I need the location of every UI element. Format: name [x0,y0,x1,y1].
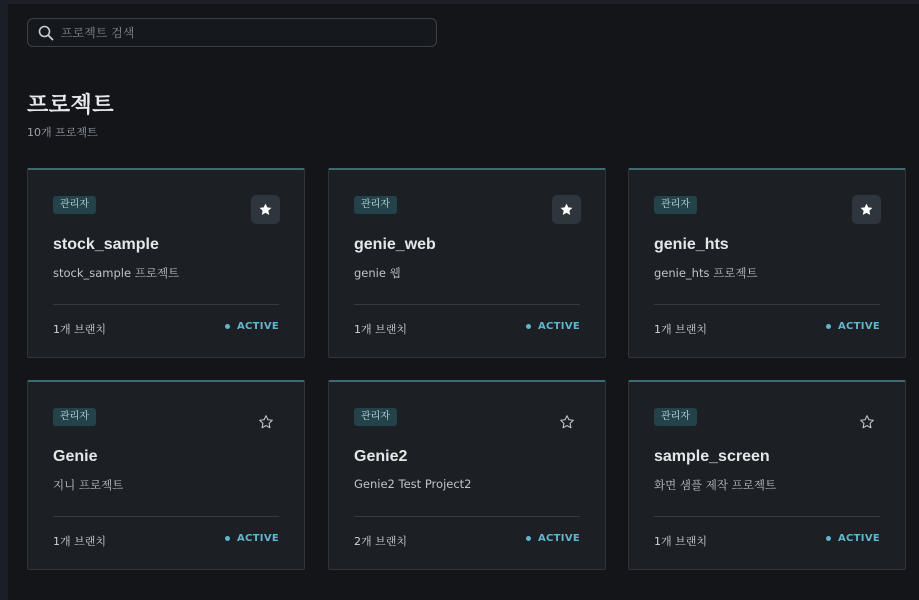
status-badge [225,321,279,332]
project-name[interactable]: stock_sample [53,236,159,253]
role-badge: 관리자 [53,408,96,426]
status-label: ACTIVE [538,533,580,544]
project-card[interactable] [628,380,906,570]
left-rail [0,0,8,600]
status-badge [526,533,580,544]
project-card[interactable] [27,168,305,358]
project-description: stock_sample 프로젝트 [53,266,180,280]
status-badge [225,533,279,544]
project-card[interactable] [628,168,906,358]
project-description: 지니 프로젝트 [53,478,124,492]
project-description: Genie2 Test Project2 [354,477,472,491]
status-dot [526,324,531,329]
status-badge [826,533,880,544]
star-outline-icon [559,414,575,430]
project-count: 10개 프로젝트 [27,126,98,139]
favorite-button[interactable] [251,407,280,436]
page-title: 프로젝트 [27,93,115,118]
branch-count: 1개 브랜치 [53,535,106,548]
divider [354,516,580,517]
status-dot [826,536,831,541]
status-label: ACTIVE [237,321,279,332]
favorite-button[interactable] [552,407,581,436]
favorite-button[interactable] [552,195,581,224]
status-badge [526,321,580,332]
project-description: genie_hts 프로젝트 [654,266,758,280]
branch-count: 1개 브랜치 [654,535,707,548]
project-name[interactable]: Genie [53,448,98,465]
search-box[interactable] [27,18,437,47]
role-badge: 관리자 [53,196,96,214]
branch-count: 1개 브랜치 [53,323,106,336]
status-dot [225,324,230,329]
role-badge: 관리자 [354,196,397,214]
search-input[interactable] [61,26,436,40]
project-name[interactable]: genie_web [354,236,436,253]
divider [654,304,880,305]
status-label: ACTIVE [237,533,279,544]
status-label: ACTIVE [538,321,580,332]
project-description: genie 웹 [354,266,401,280]
status-dot [526,536,531,541]
divider [53,516,279,517]
status-label: ACTIVE [838,321,880,332]
favorite-button[interactable] [852,407,881,436]
project-card[interactable] [328,380,606,570]
project-name[interactable]: sample_screen [654,448,770,465]
status-badge [826,321,880,332]
top-strip [0,0,919,4]
star-outline-icon [258,414,274,430]
star-filled-icon [559,202,574,217]
role-badge: 관리자 [354,408,397,426]
project-description: 화면 샘플 제작 프로젝트 [654,478,777,492]
project-card[interactable] [27,380,305,570]
star-filled-icon [859,202,874,217]
status-dot [225,536,230,541]
divider [354,304,580,305]
branch-count: 1개 브랜치 [654,323,707,336]
project-card[interactable] [328,168,606,358]
divider [53,304,279,305]
role-badge: 관리자 [654,408,697,426]
branch-count: 1개 브랜치 [354,323,407,336]
project-name[interactable]: Genie2 [354,448,408,465]
status-dot [826,324,831,329]
status-label: ACTIVE [838,533,880,544]
branch-count: 2개 브랜치 [354,535,407,548]
star-filled-icon [258,202,273,217]
favorite-button[interactable] [852,195,881,224]
divider [654,516,880,517]
search-icon [38,25,54,41]
favorite-button[interactable] [251,195,280,224]
project-name[interactable]: genie_hts [654,236,729,253]
role-badge: 관리자 [654,196,697,214]
star-outline-icon [859,414,875,430]
